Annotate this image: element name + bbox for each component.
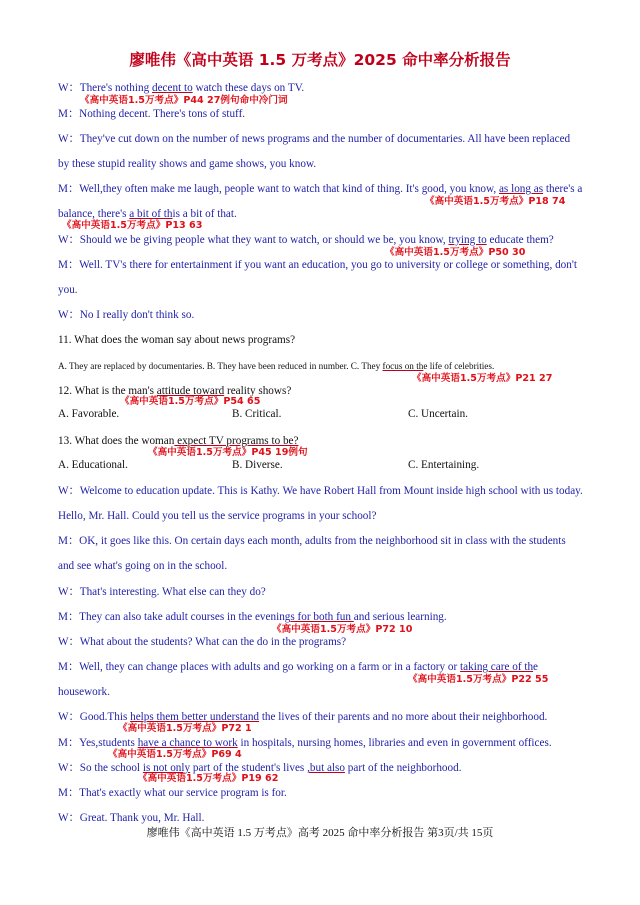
annotation: 《高中英语1.5万考点》P54 65 <box>120 396 261 407</box>
dialogue-line: W：Good.This helps them better understand the lives of their parents and no more about their neighborhood. <box>58 711 548 723</box>
dialogue-line: W：Great. Thank you, Mr. Hall. <box>58 812 205 824</box>
question-11-options: A. They are replaced by documentaries. B. They have been reduced in number. C. They focus on the life of celebrities. <box>58 361 495 371</box>
dialogue-line: M：Nothing decent. There's tons of stuff. <box>58 108 246 120</box>
dialogue-line: housework. <box>58 686 110 698</box>
question-12: 12. What is the man's attitude toward reality shows? <box>58 385 292 397</box>
annotation: 《高中英语1.5万考点》P13 63 <box>62 220 203 231</box>
annotation: 《高中英语1.5万考点》P72 1 <box>118 723 252 734</box>
annotation: 《高中英语1.5万考点》P50 30 <box>385 247 526 258</box>
option-b: B. Diverse. <box>232 459 283 471</box>
dialogue-line: M：That's exactly what our service program is for. <box>58 787 287 799</box>
annotation: 《高中英语1.5万考点》P19 62 <box>138 773 279 784</box>
dialogue-line: Hello, Mr. Hall. Could you tell us the service programs in your school? <box>58 510 377 522</box>
dialogue-line: M：Well. TV's there for entertainment if you want an education, you go to university or college or something, don't <box>58 259 577 271</box>
dialogue-line: M：Well,they often make me laugh, people want to watch that kind of thing. It's good, you know, as long as there's a <box>58 183 583 195</box>
annotation: 《高中英语1.5万考点》P44 27例句命中冷门词 <box>80 95 288 106</box>
option-c: C. Entertaining. <box>408 459 480 471</box>
dialogue-line: balance, there's a bit of this a bit of that. <box>58 208 237 220</box>
dialogue-line: W：No I really don't think so. <box>58 309 195 321</box>
annotation: 《高中英语1.5万考点》P72 10 <box>272 624 413 635</box>
dialogue-line: M：Well, they can change places with adults and go working on a farm or in a factory or taking care of the <box>58 661 539 673</box>
annotation: 《高中英语1.5万考点》P45 19例句 <box>148 447 308 458</box>
option-c: C. Uncertain. <box>408 408 468 420</box>
annotation: 《高中英语1.5万考点》P69 4 <box>108 749 242 760</box>
dialogue-line: W：They've cut down on the number of news programs and the number of documentaries. All have been replaced <box>58 133 571 145</box>
dialogue-line: W：So the school is not only part of the student's lives ,but also part of the neighborhood. <box>58 762 462 774</box>
question-13: 13. What does the woman expect TV programs to be? <box>58 435 299 447</box>
annotation: 《高中英语1.5万考点》P21 27 <box>412 373 553 384</box>
dialogue-line: W：There's nothing decent to watch these days on TV. <box>58 82 305 94</box>
option-a: A. Educational. <box>58 459 128 471</box>
dialogue-line: M：Yes,students have a chance to work in hospitals, nursing homes, libraries and even in government offices. <box>58 737 552 749</box>
question-11: 11. What does the woman say about news programs? <box>58 334 296 346</box>
dialogue-line: W：What about the students? What can the do in the programs? <box>58 636 347 648</box>
annotation: 《高中英语1.5万考点》P18 74 <box>425 196 566 207</box>
dialogue-line: and see what's going on in the school. <box>58 560 228 572</box>
option-a: A. Favorable. <box>58 408 120 420</box>
dialogue-line: M：They can also take adult courses in the evenings for both fun and serious learning. <box>58 611 447 623</box>
dialogue-line: W：Welcome to education update. This is Kathy. We have Robert Hall from Mount inside high school with us today. <box>58 485 583 497</box>
page-footer: 廖唯伟《高中英语 1.5 万考点》高考 2025 命中率分析报告 第3页/共 15页 <box>146 827 494 839</box>
dialogue-line: W：Should we be giving people what they want to watch, or should we be, you know, trying to educate them? <box>58 234 554 246</box>
dialogue-line: W：That's interesting. What else can they do? <box>58 586 266 598</box>
page-title: 廖唯伟《高中英语 1.5 万考点》2025 命中率分析报告 <box>129 51 511 69</box>
dialogue-line: you. <box>58 284 78 296</box>
dialogue-line: M：OK, it goes like this. On certain days each month, adults from the neighborhood sit in class with the students <box>58 535 566 547</box>
dialogue-line: by these stupid reality shows and game shows, you know. <box>58 158 317 170</box>
option-b: B. Critical. <box>232 408 282 420</box>
annotation: 《高中英语1.5万考点》P22 55 <box>408 674 549 685</box>
